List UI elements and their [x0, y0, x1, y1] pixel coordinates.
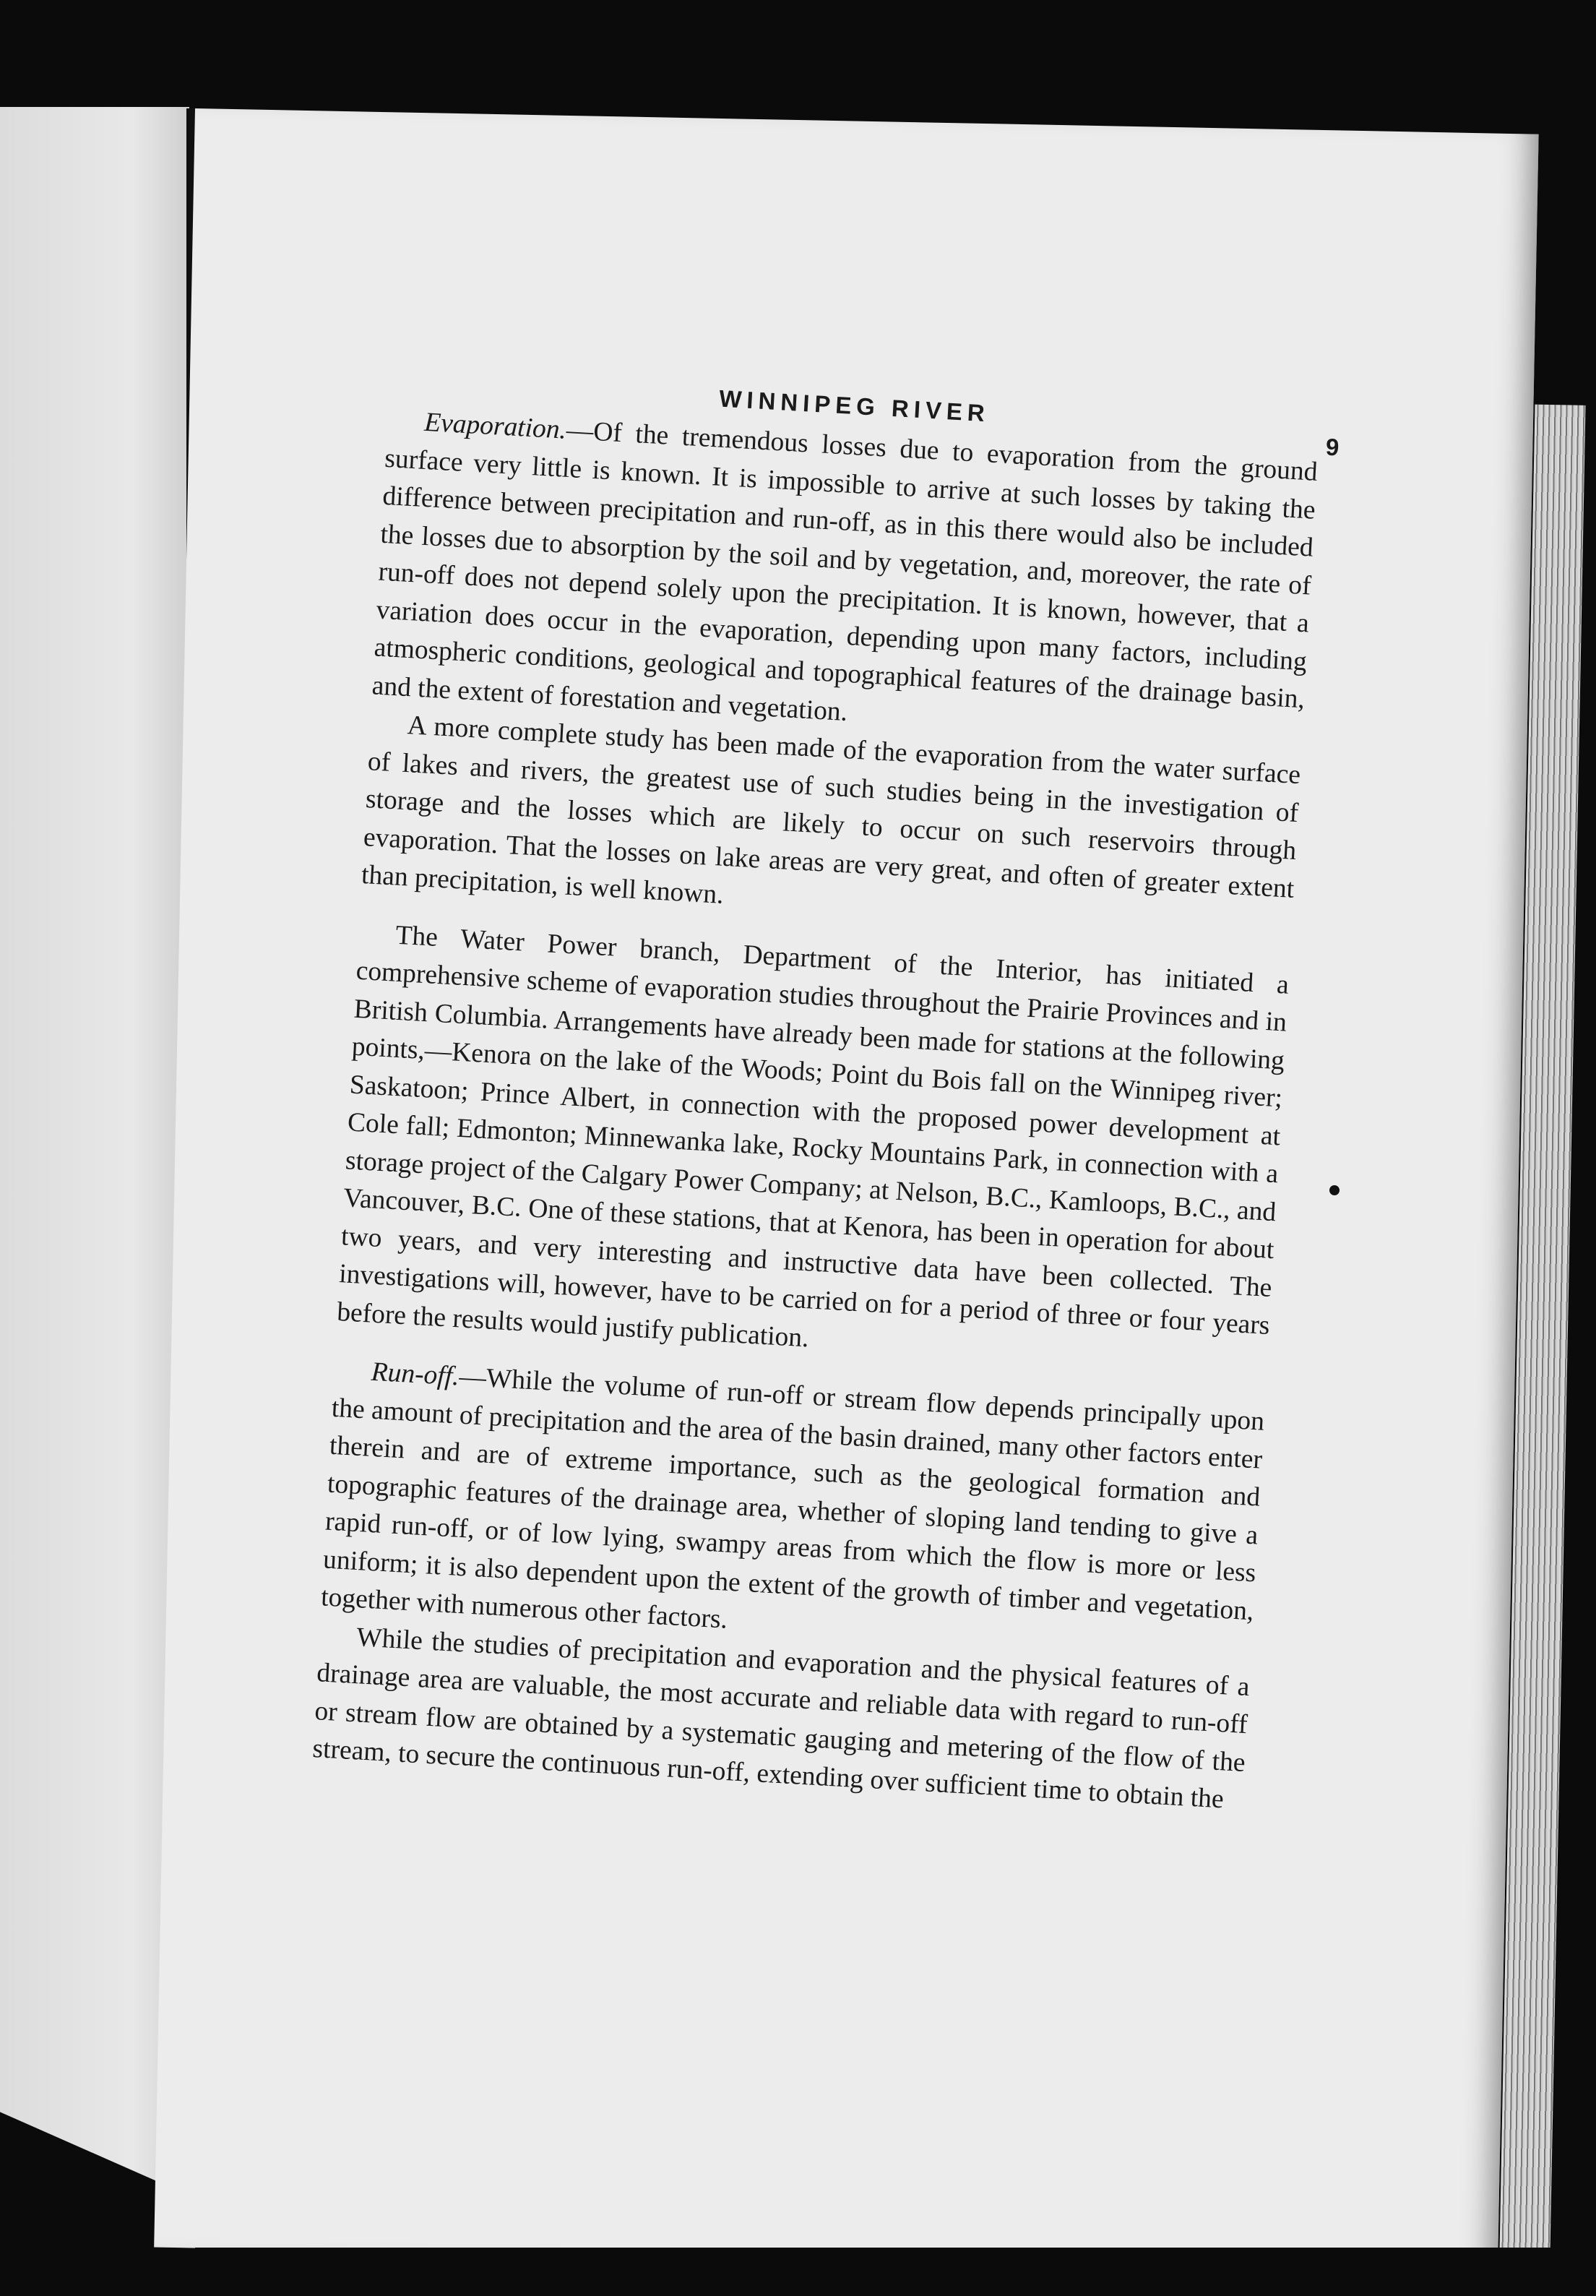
run-in-heading: Evaporation. — [423, 407, 568, 445]
paragraph-text: —While the volume of run-off or stream flow depends principally upon the amount of precipitation and the area of the basin drained, many other factors enter therein and are of extreme importance, such as the geological formation and topographic features of the drainage area, whether of sloping land tending to give a rapid run-off, or of low lying, swampy areas from which the flow is more or less uniform; it is also dependent upon the extent of the growth of timber and vegetation, together with numerous other factors. — [320, 1362, 1266, 1635]
page-text-block — [311, 361, 1340, 1820]
paragraph-text: A more complete study has been made of the evaporation from the water surface of lakes and rivers, the greatest use of such studies being in the investigation of storage and the losses which are likely to occur on such reservoirs through evaporation. That the losses on lake areas are very great, and often of greater extent than precipitation, is well known. — [361, 710, 1302, 910]
paragraph-run-off — [320, 1351, 1266, 1669]
paragraph-evaporation — [371, 402, 1318, 757]
ink-dot-mark — [1329, 1185, 1340, 1195]
run-in-heading: Run-off. — [370, 1356, 460, 1392]
paragraph-water-power-branch — [336, 914, 1290, 1383]
page-number: 9 — [1325, 433, 1340, 461]
paragraph-text: —Of the tremendous losses due to evaporation from the ground surface very little is known. It is impossible to arrive at such losses by taking the difference between precipitation and run-off, as in this there would also be included the losses due to absorption by the soil and by vegetation, and, moreover, the rate of run-off does not depend solely upon the precipitation. It is known, however, that a variation does occur in the evaporation, depending upon many factors, including atmospheric conditions, geological and topographical features of the drainage basin, and the extent of forestation and vegetation. — [371, 415, 1319, 727]
running-head: WINNIPEG RIVER — [718, 384, 991, 427]
paragraph-text: While the studies of precipitation and evaporation and the physical features of a drainage area are valuable, the most accurate and reliable data with regard to run-off or stream flow are obtained by a systematic gauging and metering of the flow of the stream, to secure the continuous run-off, extending over sufficient time to obtain the — [311, 1622, 1251, 1815]
scan-background — [195, 2248, 1596, 2296]
paragraph-text: The Water Power branch, Department of the Interior, has initiated a comprehensive scheme of evaporation studies throughout the Prairie Provinces and in British Columbia. Arrangements have already been made for stations at the following points,—Kenora on the lake of the Woods; Point du Bois fall on the Winnipeg river; Saskatoon; Prince Albert, in connection with the proposed power development at Cole fall; Edmonton; Minnewanka lake, Rocky Mountains Park, in connection with a storage project of the Calgary Power Company; at Nelson, B.C., Kamloops, B.C., and Vancouver, B.C. One of these stations, that at Kenora, has been in operation for about two years, and very interesting and instructive data have been collected. The investigations will, however, have to be carried on for a period of three or four years before the results would justify publication. — [336, 920, 1290, 1353]
